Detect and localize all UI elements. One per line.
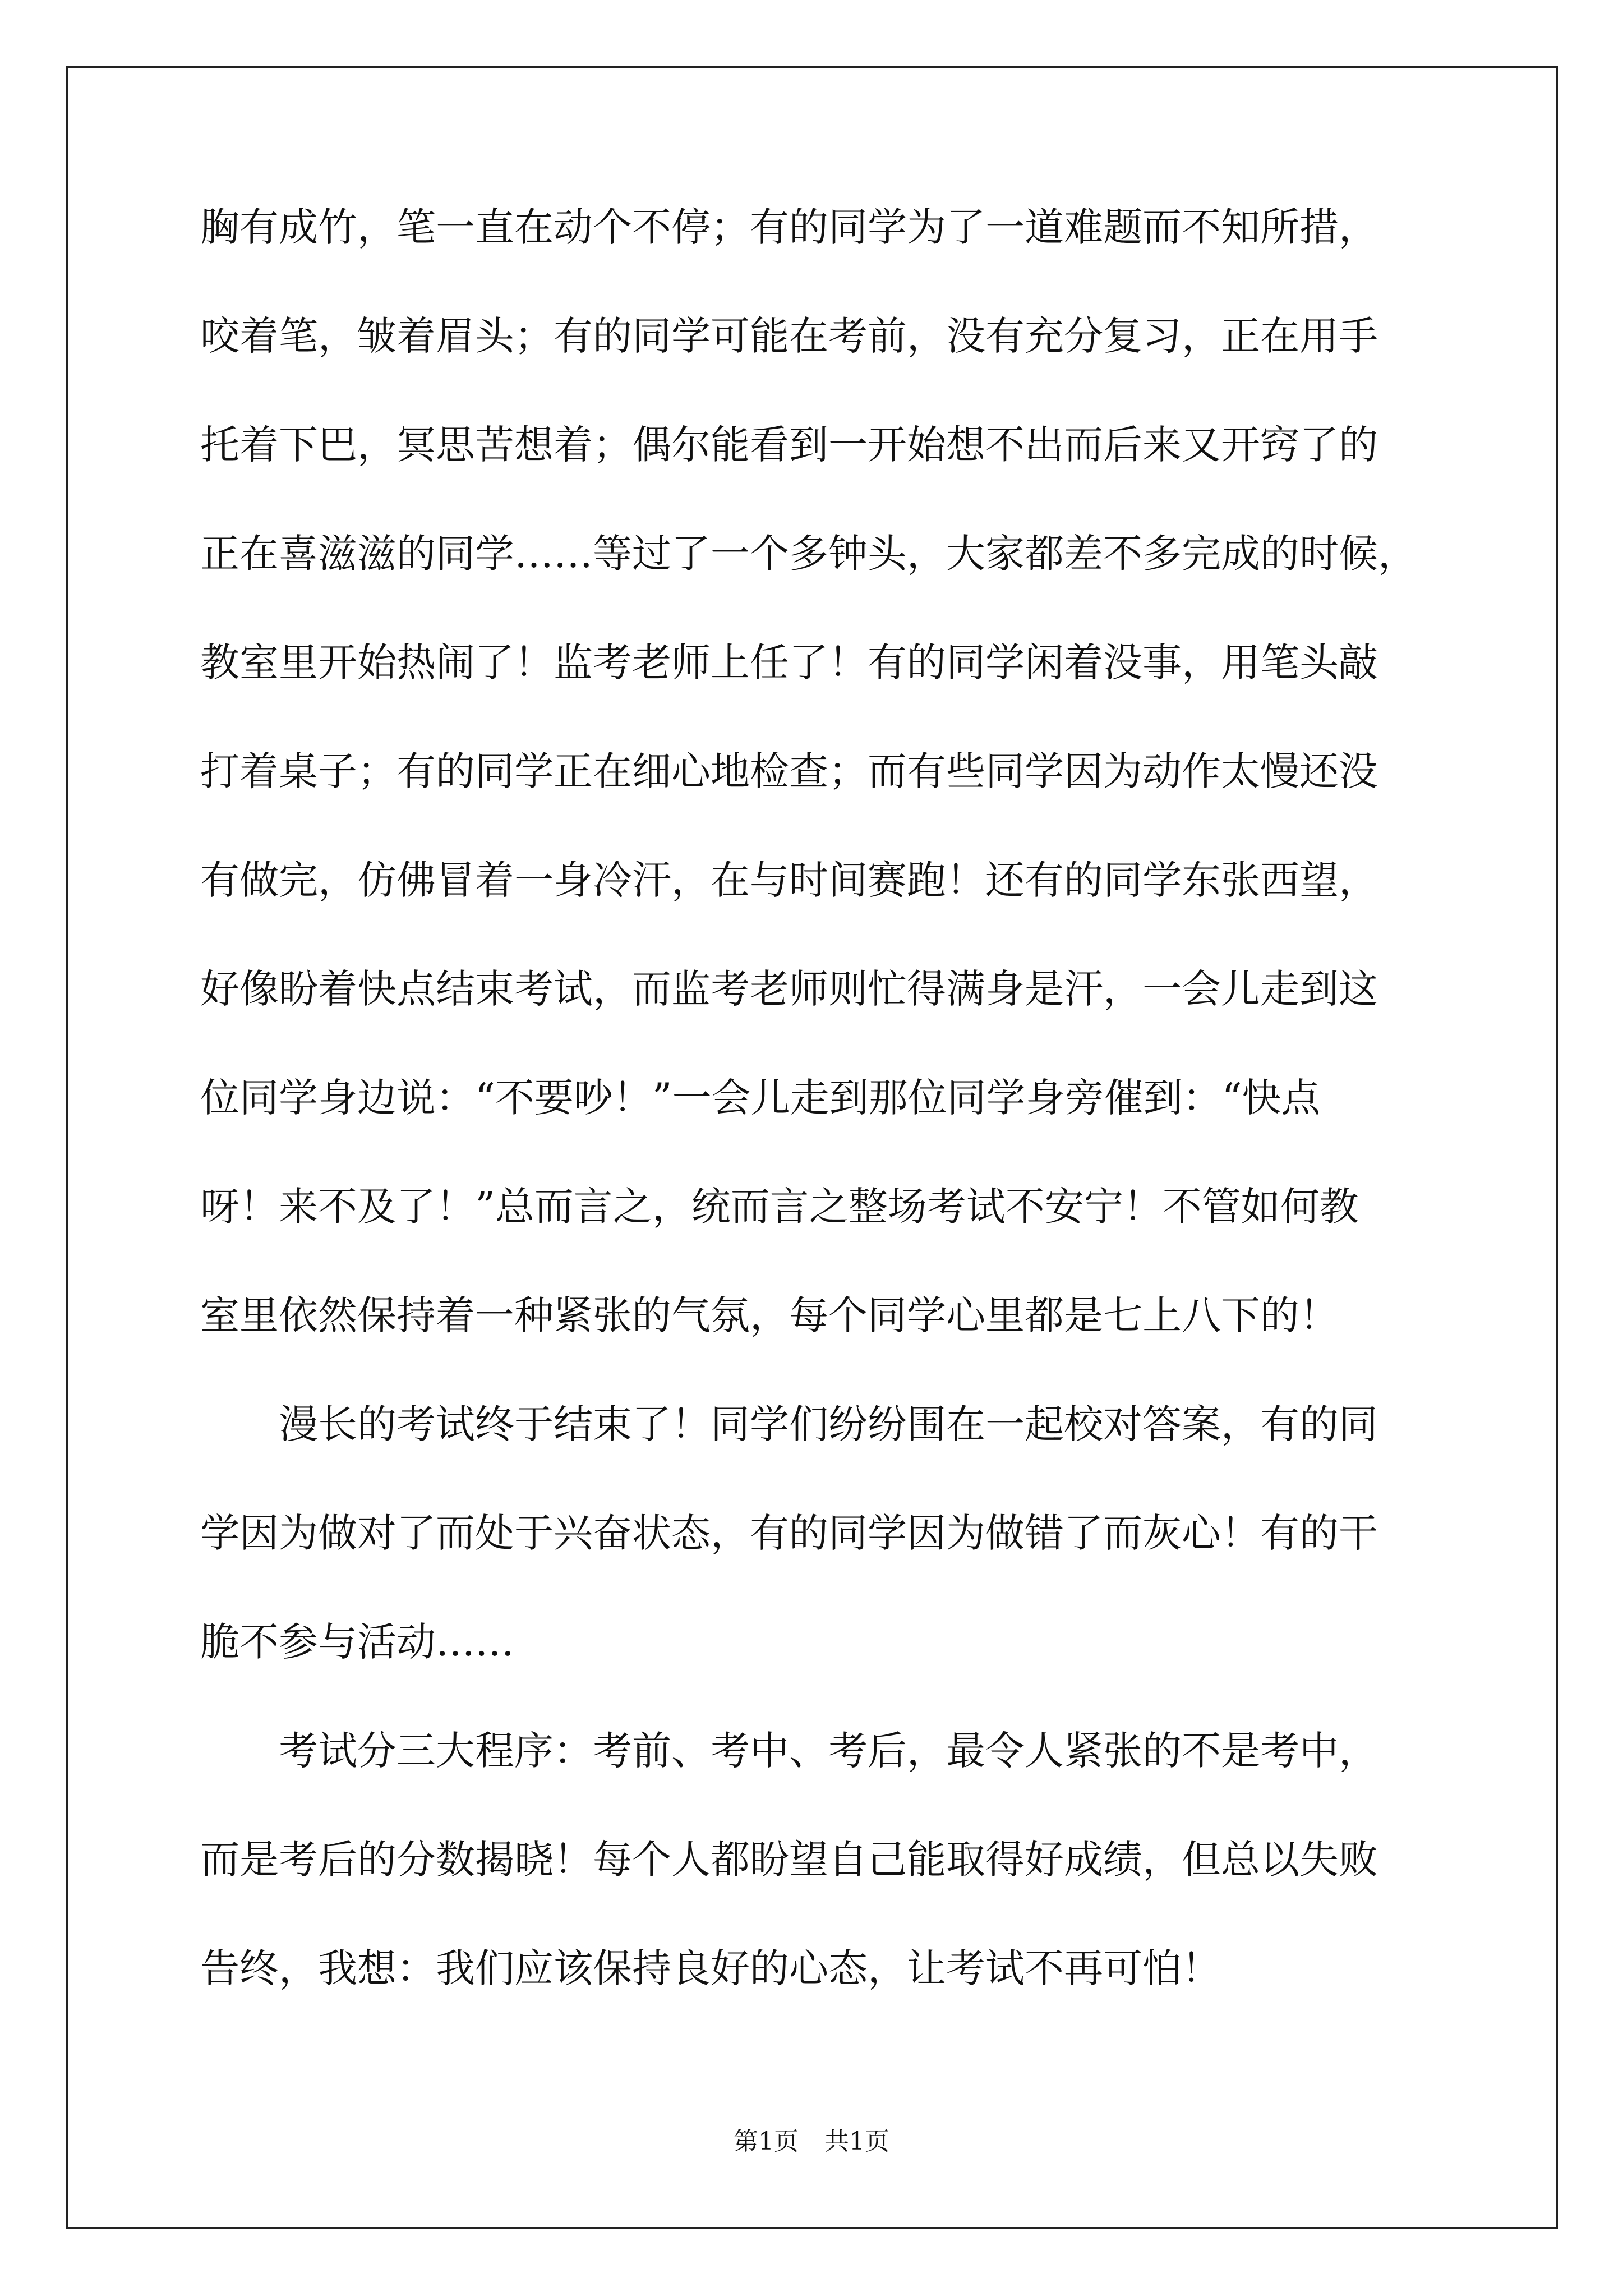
text-line: 正在喜滋滋的同学……等过了一个多钟头，大家都差不多完成的时候， (200, 531, 1417, 577)
text-line: 托着下巴，冥思苦想着；偶尔能看到一开始想不出而后来又开窍了的 (200, 422, 1378, 468)
text-line: 脆不参与活动…… (200, 1619, 514, 1665)
text-line: 告终，我想：我们应该保持良好的心态，让考试不再可怕！ (200, 1945, 1221, 1991)
paragraph-start-line: 考试分三大程序：考前、考中、考后，最令人紧张的不是考中， (279, 1728, 1378, 1774)
text-line: 室里依然保持着一种紧张的气氛，每个同学心里都是七上八下的！ (200, 1292, 1339, 1338)
page-footer (0, 2125, 1623, 2159)
page-number-current: 第1页 (734, 2127, 799, 2156)
text-line: 呀！来不及了！”总而言之，统而言之整场考试不安宁！不管如何教 (200, 1184, 1359, 1230)
text-line: 胸有成竹，笔一直在动个不停；有的同学为了一道难题而不知所措， (200, 204, 1378, 250)
paragraph-start-line: 漫长的考试终于结束了！同学们纷纷围在一起校对答案，有的同 (279, 1401, 1378, 1447)
document-body (200, 199, 1434, 2049)
text-line: 位同学身边说：“不要吵！”一会儿走到那位同学身旁催到：“快点 (200, 1075, 1321, 1121)
text-line: 好像盼着快点结束考试，而监考老师则忙得满身是汗，一会儿走到这 (200, 966, 1378, 1012)
text-line: 教室里开始热闹了！监考老师上任了！有的同学闲着没事，用笔头敲 (200, 639, 1378, 685)
text-line: 而是考后的分数揭晓！每个人都盼望自己能取得好成绩，但总以失败 (200, 1837, 1378, 1883)
text-line: 学因为做对了而处于兴奋状态，有的同学因为做错了而灰心！有的干 (200, 1510, 1378, 1556)
page-number-total: 共1页 (824, 2127, 889, 2156)
text-line: 有做完，仿佛冒着一身冷汗，在与时间赛跑！还有的同学东张西望， (200, 857, 1378, 903)
text-line: 咬着笔，皱着眉头；有的同学可能在考前，没有充分复习，正在用手 (200, 313, 1378, 359)
text-line: 打着桌子；有的同学正在细心地检查；而有些同学因为动作太慢还没 (200, 748, 1378, 794)
